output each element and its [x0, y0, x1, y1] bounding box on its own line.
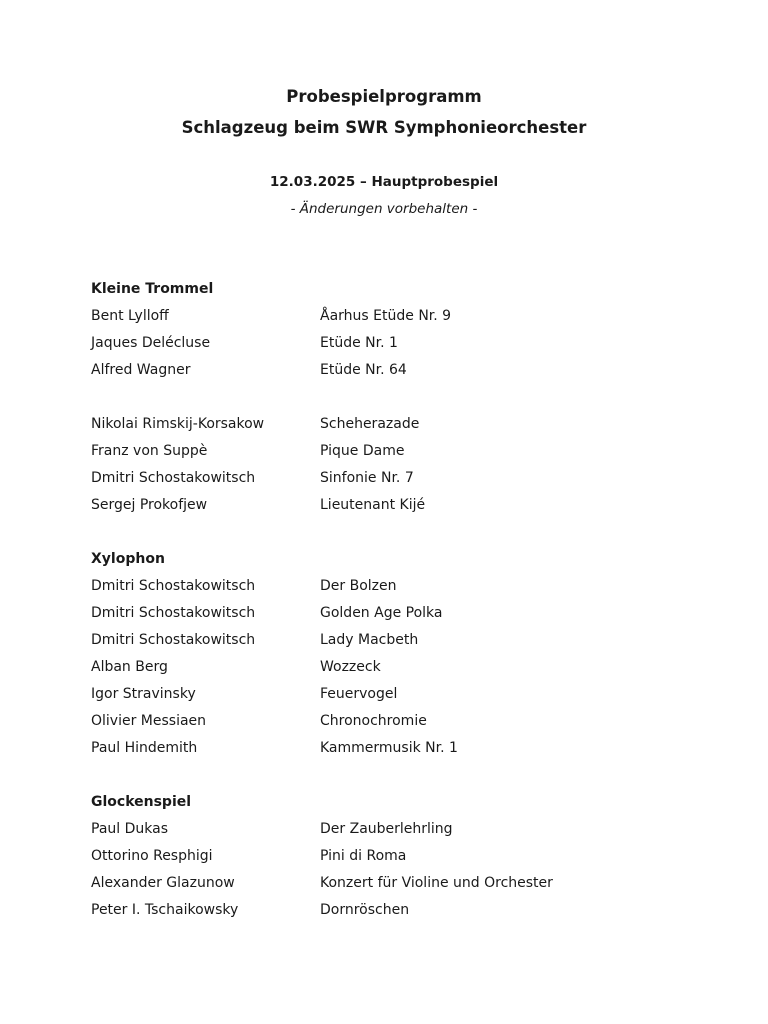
- section-heading: [0, 278, 768, 305]
- repertoire-row: [0, 602, 768, 629]
- work-title: Der Bolzen: [320, 578, 397, 594]
- composer-name: Franz von Suppè: [91, 443, 208, 459]
- work-title: Wozzeck: [320, 659, 381, 675]
- work-title: Sinfonie Nr. 7: [320, 470, 414, 486]
- group-spacer: [0, 386, 768, 413]
- work-title: Golden Age Polka: [320, 605, 443, 621]
- repertoire-row: [0, 737, 768, 764]
- work-title: Der Zauberlehrling: [320, 821, 453, 837]
- composer-name: Olivier Messiaen: [91, 713, 207, 729]
- repertoire-row: [0, 467, 768, 494]
- work-title: Etüde Nr. 1: [320, 335, 398, 351]
- repertoire-row: [0, 413, 768, 440]
- work-title: Lady Macbeth: [320, 632, 419, 648]
- repertoire-row: [0, 872, 768, 899]
- work-title: Scheherazade: [320, 416, 420, 432]
- composer-name: Dmitri Schostakowitsch: [91, 578, 256, 594]
- section-heading-label: Xylophon: [91, 551, 165, 567]
- work-title: Lieutenant Kijé: [320, 497, 426, 513]
- repertoire-row: [0, 332, 768, 359]
- composer-name: Alexander Glazunow: [91, 875, 235, 891]
- composer-name: Paul Hindemith: [91, 740, 198, 756]
- composer-name: Alfred Wagner: [91, 362, 191, 378]
- composer-name: Ottorino Resphigi: [91, 848, 213, 864]
- work-title: Etüde Nr. 64: [320, 362, 407, 378]
- composer-name: Igor Stravinsky: [91, 686, 196, 702]
- audition-date: 12.03.2025 – Hauptprobespiel: [269, 174, 499, 190]
- composer-name: Nikolai Rimskij-Korsakow: [91, 416, 265, 432]
- document-subtitle: Schlagzeug beim SWR Symphonieorchester: [181, 118, 587, 137]
- document-title: Probespielprogramm: [286, 87, 482, 106]
- composer-name: Jaques Delécluse: [91, 335, 211, 351]
- composer-name: Bent Lylloff: [91, 308, 169, 324]
- repertoire-row: [0, 710, 768, 737]
- repertoire-row: [0, 656, 768, 683]
- work-title: Åarhus Etüde Nr. 9: [320, 308, 452, 324]
- work-title: Chronochromie: [320, 713, 427, 729]
- repertoire-row: [0, 683, 768, 710]
- section-heading-label: Glockenspiel: [91, 794, 192, 810]
- composer-name: Dmitri Schostakowitsch: [91, 605, 256, 621]
- composer-name: Peter I. Tschaikowsky: [91, 902, 239, 918]
- repertoire-row: [0, 629, 768, 656]
- repertoire-row: [0, 440, 768, 467]
- repertoire-row: [0, 845, 768, 872]
- composer-name: Alban Berg: [91, 659, 168, 675]
- work-title: Konzert für Violine und Orchester: [320, 875, 553, 891]
- changes-note: - Änderungen vorbehalten -: [290, 201, 478, 217]
- composer-name: Paul Dukas: [91, 821, 168, 837]
- repertoire-row: [0, 494, 768, 521]
- work-title: Feuervogel: [320, 686, 398, 702]
- section-heading-label: Kleine Trommel: [91, 281, 214, 297]
- work-title: Kammermusik Nr. 1: [320, 740, 458, 756]
- repertoire-list: [0, 278, 768, 926]
- repertoire-row: [0, 359, 768, 386]
- repertoire-row: [0, 305, 768, 332]
- repertoire-row: [0, 899, 768, 926]
- composer-name: Dmitri Schostakowitsch: [91, 470, 256, 486]
- section-spacer: [0, 764, 768, 791]
- composer-name: Sergej Prokofjew: [91, 497, 208, 513]
- work-title: Pique Dame: [320, 443, 405, 459]
- work-title: Dornröschen: [320, 902, 410, 918]
- repertoire-row: [0, 818, 768, 845]
- section-spacer: [0, 521, 768, 548]
- section-heading: [0, 548, 768, 575]
- repertoire-row: [0, 575, 768, 602]
- composer-name: Dmitri Schostakowitsch: [91, 632, 256, 648]
- work-title: Pini di Roma: [320, 848, 407, 864]
- section-heading: [0, 791, 768, 818]
